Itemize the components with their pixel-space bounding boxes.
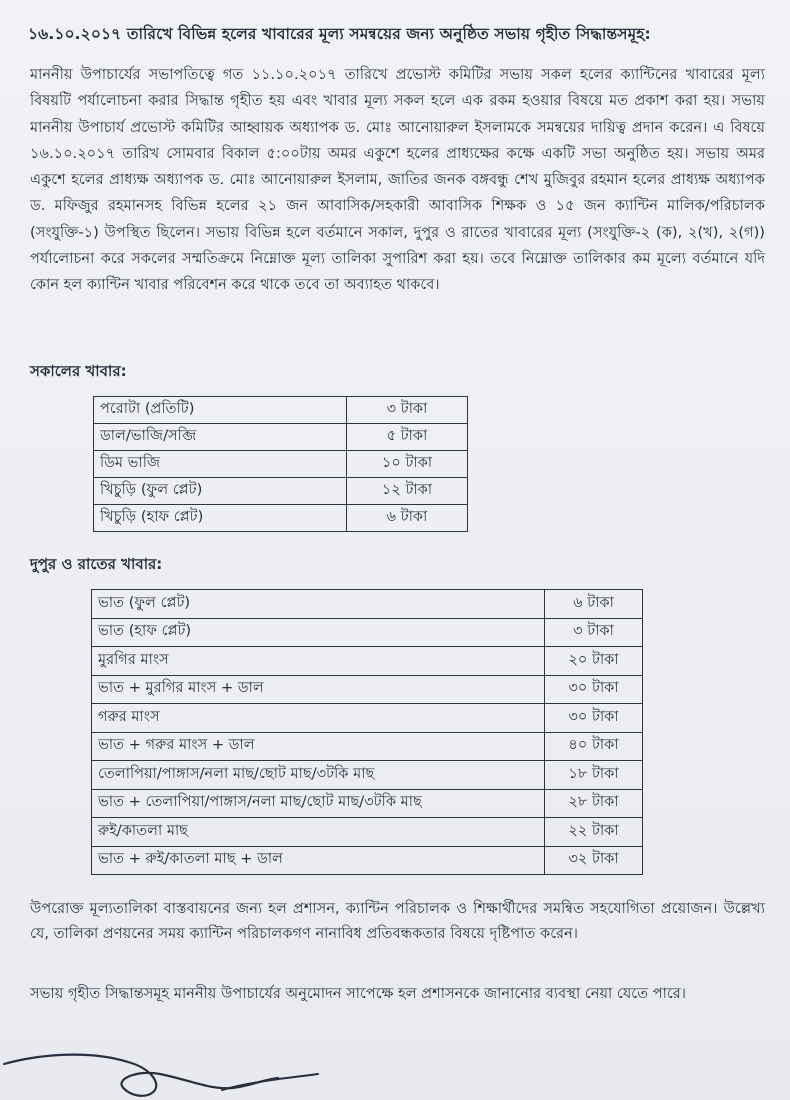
price-cell: ১২ টাকা — [347, 478, 468, 505]
price-cell: ৩০ টাকা — [545, 675, 643, 704]
price-cell: ১০ টাকা — [347, 451, 468, 478]
closing-paragraph-1: উপরোক্ত মূল্যতালিকা বাস্তবায়নের জন্য হল প্রশাসন, ক্যান্টিন পরিচালক ও শিক্ষার্থীদের সমন্বিত সহযোগিতা প্রয়োজন। উল্লেখ্য যে, তালিকা প্রণয়নের সময় ক্যান্টিন পরিচালকগণ নানাবিধ প্রতিবন্ধকতার বিষয়ে দৃষ্টিপাত করেন। — [30, 900, 765, 942]
item-cell: খিচুড়ি (ফুল প্লেট) — [94, 478, 347, 505]
table-row — [94, 397, 468, 424]
item-cell: ভাত (হাফ প্লেট) — [92, 618, 545, 647]
signature-icon — [0, 1030, 790, 1100]
item-cell: ডাল/ভাজি/সব্জি — [94, 424, 347, 451]
table-row — [92, 789, 643, 818]
price-cell: ৬ টাকা — [545, 590, 643, 619]
item-cell: ভাত + তেলাপিয়া/পাঙ্গাস/নলা মাছ/ছোট মাছ/৩টকি মাছ — [92, 789, 545, 818]
table-row — [94, 424, 468, 451]
price-cell: ৩২ টাকা — [545, 846, 643, 875]
price-cell: ৩০ টাকা — [545, 704, 643, 733]
table-row — [92, 618, 643, 647]
table-row — [94, 478, 468, 505]
table-row — [92, 647, 643, 676]
item-cell: ভাত (ফুল প্লেট) — [92, 590, 545, 619]
breakfast-section-title: সকালের খাবার: — [30, 362, 127, 380]
item-cell: ভাত + গরুর মাংস + ডাল — [92, 732, 545, 761]
table-row — [92, 590, 643, 619]
lunch-dinner-price-table — [91, 589, 643, 875]
table-row — [92, 675, 643, 704]
item-cell: ভাত + মুরগির মাংস + ডাল — [92, 675, 545, 704]
breakfast-price-table — [93, 396, 468, 532]
item-cell: মুরগির মাংস — [92, 647, 545, 676]
document-heading: ১৬.১০.২০১৭ তারিখে বিভিন্ন হলের খাবারের মূল্য সমন্বয়ের জন্য অনুষ্ঠিত সভায় গৃহীত সিদ্ধান্তসমূহ: — [28, 25, 651, 43]
price-cell: ১৮ টাকা — [545, 761, 643, 790]
item-cell: গরুর মাংস — [92, 704, 545, 733]
lunch-dinner-section-title: দুপুর ও রাতের খাবার: — [30, 555, 163, 573]
item-cell: খিচুড়ি (হাফ প্লেট) — [94, 505, 347, 532]
price-cell: ৩ টাকা — [545, 618, 643, 647]
table-row — [94, 451, 468, 478]
table-row — [92, 732, 643, 761]
table-row — [92, 846, 643, 875]
item-cell: রুই/কাতলা মাছ — [92, 818, 545, 847]
price-cell: ২০ টাকা — [545, 647, 643, 676]
table-row — [92, 761, 643, 790]
table-row — [94, 505, 468, 532]
intro-paragraph: মাননীয় উপাচার্যের সভাপতিত্বে গত ১১.১০.২০১৭ তারিখে প্রভোস্ট কমিটির সভায় সকল হলের ক্যান্টিনের খাবারের মূল্য বিষয়টি পর্যালোচনা করার সিদ্ধান্ত গৃহীত হয় এবং খাবার মূল্য সকল হলে এক রকম হওয়ার বিষয়ে মত প্রকাশ করা হয়। সভায় মাননীয় উপাচার্য প্রভোস্ট কমিটির আহ্বায়ক অধ্যাপক ড. মোঃ আনোয়ারুল ইসলামকে সমন্বয়ের দায়িত্ব প্রদান করেন। এ বিষয়ে ১৬.১০.২০১৭ তারিখ সোমবার বিকাল ৫:০০টায় অমর একুশে হলের প্রাধ্যক্ষের কক্ষে একটি সভা অনুষ্ঠিত হয়। সভায় অমর একুশে হলের প্রাধ্যক্ষ অধ্যাপক ড. মোঃ আনোয়ারুল ইসলাম, জাতির জনক বঙ্গবন্ধু শেখ মুজিবুর রহমান হলের প্রাধ্যক্ষ অধ্যাপক ড. মফিজুর রহমানসহ বিভিন্ন হলের ২১ জন আবাসিক/সহকারী আবাসিক শিক্ষক ও ১৫ জন ক্যান্টিন মালিক/পরিচালক (সংযুক্তি-১) উপস্থিত ছিলেন। সভায় বিভিন্ন হলে বর্তমানে সকাল, দুপুর ও রাতের খাবারের মূল্য (সংযুক্তি-২ (ক), ২(খ), ২(গ)) পর্যালোচনা করে সকলের সম্মতিক্রমে নিম্নোক্ত মূল্য তালিকা সুপারিশ করা হয়। তবে নিম্নোক্ত তালিকার কম মূল্যে বর্তমানে যদি কোন হল ক্যান্টিন খাবার পরিবেশন করে থাকে তবে তা অব্যাহত থাকবে। — [30, 66, 765, 294]
item-cell: ভাত + রুই/কাতলা মাছ + ডাল — [92, 846, 545, 875]
item-cell: ডিম ভাজি — [94, 451, 347, 478]
price-cell: ৩ টাকা — [347, 397, 468, 424]
item-cell: পরোটা (প্রতিটি) — [94, 397, 347, 424]
price-cell: ৬ টাকা — [347, 505, 468, 532]
item-cell: তেলাপিয়া/পাঙ্গাস/নলা মাছ/ছোট মাছ/৩টকি মাছ — [92, 761, 545, 790]
price-cell: ৪০ টাকা — [545, 732, 643, 761]
price-cell: ২২ টাকা — [545, 818, 643, 847]
table-row — [92, 704, 643, 733]
price-cell: ২৮ টাকা — [545, 789, 643, 818]
closing-paragraph-2: সভায় গৃহীত সিদ্ধান্তসমূহ মাননীয় উপাচার্যের অনুমোদন সাপেক্ষে হল প্রশাসনকে জানানোর ব্যবস্থা নেয়া যেতে পারে। — [30, 985, 686, 1002]
price-cell: ৫ টাকা — [347, 424, 468, 451]
table-row — [92, 818, 643, 847]
